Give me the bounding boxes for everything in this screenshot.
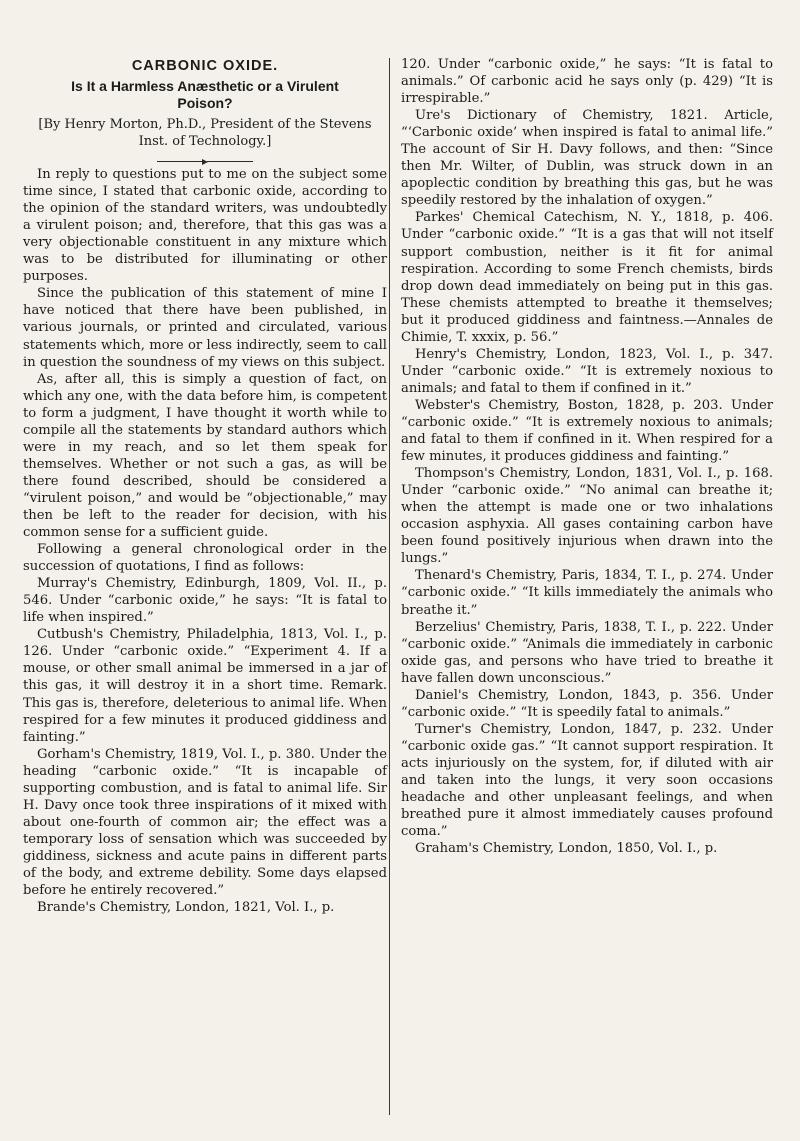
citation-paragraph: Cutbush's Chemistry, Philadelphia, 1813, Vol. I., p. 126. Under “carbonic oxide.” “Experiment 4. If a mouse, or other small animal be immersed in a jar of this gas, it will destroy it in a short time. Remark. This gas is, therefore, deleterious to animal life. When respired for a few minutes it produced giddiness and fainting.”	[23, 627, 387, 745]
article-byline: [By Henry Morton, Ph.D., President of the Stevens Inst. of Technology.]	[38, 117, 372, 150]
paragraph-continued: 120. Under “carbonic oxide,” he says: “It is fatal to animals.” Of carbonic acid he says only (p. 429) “It is irrespirable.”	[401, 57, 773, 107]
section-divider-ornament	[23, 153, 387, 163]
article-title: CARBONIC OXIDE.	[131, 58, 279, 74]
article-subtitle-line2: Poison?	[177, 95, 233, 112]
left-column	[23, 56, 387, 916]
paragraph: Following a general chronological order in the succession of quotations, I find as follows:	[23, 542, 387, 575]
citation-paragraph: Ure's Dictionary of Chemistry, 1821. Article, “‘Carbonic oxide’ when inspired is fatal to animal life.” The account of Sir H. Davy follows, and then: “Since then Mr. Wilter, of Dublin, was struck down in an apoplectic condition by breathing this gas, but he was speedily restored by the inhalation of oxygen.”	[401, 108, 773, 209]
citation-paragraph: Thenard's Chemistry, Paris, 1834, T. I., p. 274. Under “carbonic oxide.” “It kills immediately the animals who breathe it.”	[401, 568, 773, 618]
citation-paragraph: Turner's Chemistry, London, 1847, p. 232. Under “carbonic oxide gas.” “It cannot support respiration. It acts injuriously on the system, for, if diluted with air and taken into the lungs, it very soon occasions headache and other unpleasant feelings, and when breathed pure it almost immediately causes profound coma.”	[401, 721, 773, 840]
article-subtitle-line1: Is It a Harmless Anæsthetic or a Virulent	[71, 78, 339, 95]
citation-paragraph: Webster's Chemistry, Boston, 1828, p. 203. Under “carbonic oxide.” “It is extremely noxious to animals; and fatal to them if confined in it. When respired for a few minutes, it produces giddiness and fainting.”	[401, 397, 773, 465]
citation-paragraph: Brande's Chemistry, London, 1821, Vol. I., p.	[37, 900, 335, 916]
citation-paragraph: Parkes' Chemical Catechism, N. Y., 1818, p. 406. Under “carbonic oxide.” “It is a gas that will not itself support combustion, neither is it fit for animal respiration. According to some French chemists, birds drop down dead immediately on being put in this gas. These chemists attempted to breathe it themselves; but it produced giddiness and faintness.—Annales de Chimie, T. xxxix, p. 56.”	[401, 210, 773, 345]
right-column	[401, 56, 773, 857]
citation-paragraph: Murray's Chemistry, Edinburgh, 1809, Vol. II., p. 546. Under “carbonic oxide,” he says: “It is fatal to life when inspired.”	[23, 576, 387, 626]
citation-paragraph: Gorham's Chemistry, 1819, Vol. I., p. 380. Under the heading “carbonic oxide.” “It is incapable of supporting combustion, and is fatal to animal life. Sir H. Davy once took three inspirations of it mixed with about one-fourth of common air; the effect was a temporary loss of sensation which was succeeded by giddiness, sickness and acute pains in different parts of the body, and extreme debility. Some days elapsed before he entirely recovered.”	[23, 746, 387, 899]
paragraph: Since the publication of this statement of mine I have noticed that there have been published, in various journals, or printed and circulated, various statements which, more or less indirectly, seem to call in question the soundness of my views on this subject.	[23, 286, 387, 370]
citation-paragraph: Graham's Chemistry, London, 1850, Vol. I., p.	[415, 841, 718, 857]
citation-paragraph: Berzelius' Chemistry, Paris, 1838, T. I., p. 222. Under “carbonic oxide.” “Animals die immediately in carbonic oxide gas, and persons who have tried to breathe it have fallen down unconscious.”	[401, 619, 773, 686]
column-divider	[389, 58, 390, 1115]
paragraph: As, after all, this is simply a question of fact, on which any one, with the data before him, is competent to form a judgment, I have thought it worth while to compile all the statements by standard authors which were in my reach, and so let them speak for themselves. Whether or not such a gas, as will be there found described, should be considered a “virulent poison,” and would be “objectionable,” may then be left to the reader for decision, with his common sense for a sufficient guide.	[23, 371, 387, 541]
paragraph: In reply to questions put to me on the subject some time since, I stated that carbonic oxide, according to the opinion of the standard writers, was undoubtedly a virulent poison; and, therefore, that this gas was a very objectionable constituent in any mixture which was to be distributed for illuminating or other purposes.	[23, 167, 387, 285]
citation-paragraph: Henry's Chemistry, London, 1823, Vol. I., p. 347. Under “carbonic oxide.” “It is extremely noxious to animals; and fatal to them if confined in it.”	[401, 346, 773, 396]
citation-paragraph: Thompson's Chemistry, London, 1831, Vol. I., p. 168. Under “carbonic oxide.” “No animal can breathe it; when the attempt is made one or two inhalations occasion asphyxia. All gases containing carbon have been found positively injurious when drawn into the lungs.”	[401, 466, 773, 567]
citation-paragraph: Daniel's Chemistry, London, 1843, p. 356. Under “carbonic oxide.” “It is speedily fatal to animals.”	[401, 687, 773, 720]
